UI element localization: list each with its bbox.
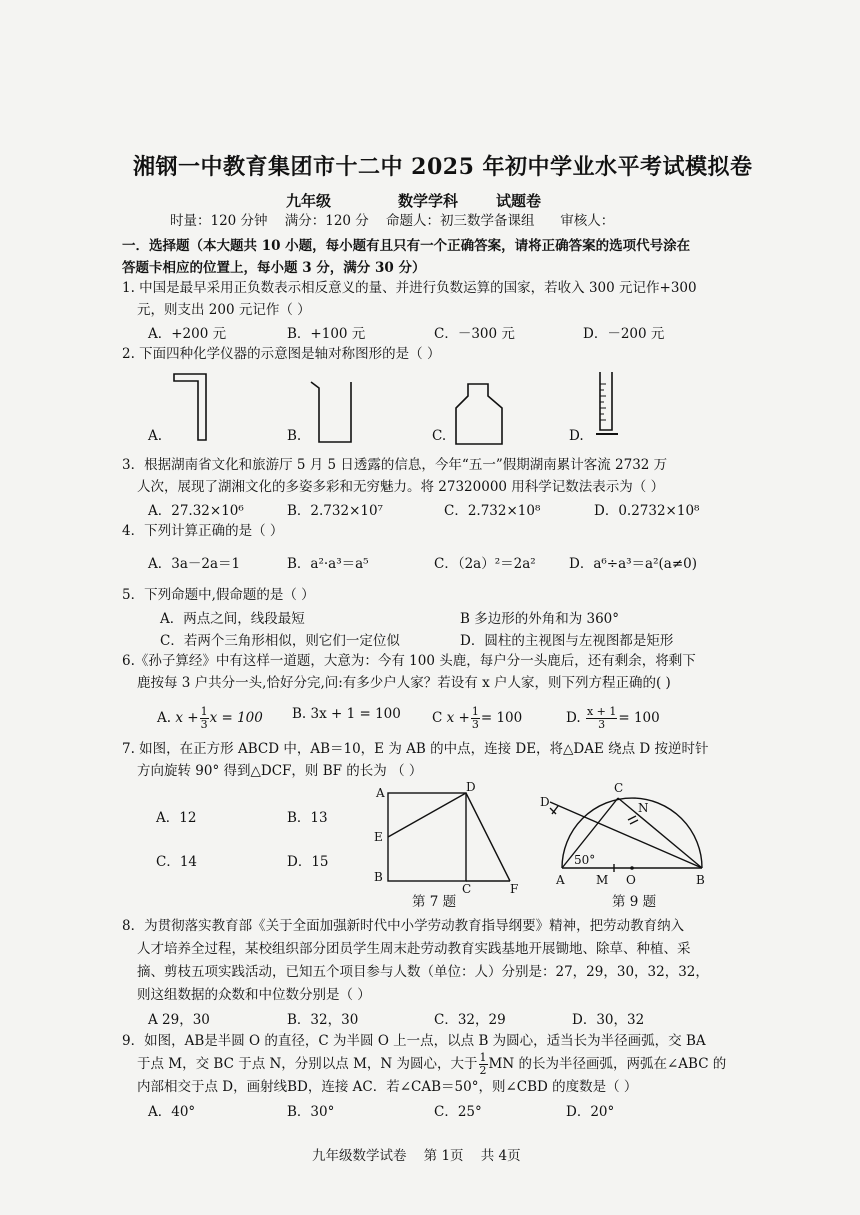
q7-option-c: C．14: [156, 854, 198, 870]
q6-c-part1: x +: [446, 710, 470, 726]
q2-label-c: C.: [432, 428, 447, 444]
q2-figure-a-bent-tube: [160, 370, 220, 450]
q6-option-c: [432, 706, 522, 731]
q2-figure-d-graduated-cylinder: [592, 368, 632, 448]
q6-a-part1: x +: [175, 710, 199, 726]
exam-info: 时量：120 分钟 满分：120 分 命题人：初三数学备课组 审核人：: [170, 213, 615, 229]
q2-label-b: B.: [287, 428, 302, 444]
q4-option-c: C．（2a）²＝2a²: [434, 556, 536, 572]
fig9-label-a: A: [556, 873, 565, 887]
q6-stem-line2: 鹿按每 3 户共分一头,恰好分完,问:有多少户人家？若设有 x 户人家，则下列方程正确的( ): [137, 675, 671, 691]
q6-d-part2: = 100: [618, 710, 660, 726]
fig7-label-b: B: [374, 870, 383, 884]
q6-b-expr: 3x + 1 = 100: [310, 706, 401, 722]
q2-label-a: A.: [148, 428, 163, 444]
fig9-label-o: O: [626, 873, 636, 887]
q7-option-a: A．12: [156, 810, 197, 826]
q6-c-den: 3: [471, 718, 479, 731]
q6-stem-line1: 6.《孙子算经》中有这样一道题，大意为：今有 100 头鹿，每户分一头鹿后，还有剩余，将剩下: [122, 653, 696, 669]
q8-option-b: B．32，30: [287, 1012, 359, 1028]
q7-stem-line1: 7. 如图，在正方形 ABCD 中，AB＝10，E 为 AB 的中点，连接 DE，将△DAE 绕点 D 按逆时针: [122, 741, 709, 757]
q3-option-a: A．27.32×10⁶: [148, 503, 244, 519]
q7-figure-caption: 第 7 题: [412, 894, 457, 910]
q8-stem-line4: 则这组数据的众数和中位数分别是（ ）: [137, 987, 371, 1003]
paper-label: 试题卷: [496, 192, 542, 210]
q9-figure-semicircle: [536, 780, 716, 890]
q6-c-num: 1: [471, 705, 479, 718]
q6-label-c: C: [432, 710, 443, 726]
q8-stem-line1: 8．为贯彻落实教育部《关于全面加强新时代中小学劳动教育指导纲要》精神，把劳动教育纳入: [122, 918, 685, 934]
q6-option-d: [566, 706, 660, 731]
q7-stem-line2: 方向旋转 90° 得到△DCF，则 BF 的长为 （ ）: [137, 763, 423, 779]
q6-c-fraction: [471, 706, 480, 731]
q6-label-a: A.: [157, 710, 172, 726]
q5-option-c: C．若两个三角形相似，则它们一定位似: [160, 633, 400, 649]
q6-c-part2: = 100: [480, 710, 523, 726]
q9-line2-part2: MN 的长为半径画弧，两弧在∠ABC 的: [488, 1056, 727, 1072]
fig7-label-f: F: [510, 882, 519, 896]
q6-d-den: 3: [598, 718, 606, 731]
q2-figure-c-bottle: [450, 380, 510, 450]
q8-stem-line3: 摘、剪枝五项实践活动，已知五个项目参与人数（单位：人）分别是：27，29，30，32，32，: [137, 964, 709, 980]
q6-a-num: 1: [200, 705, 208, 718]
subject-label: 数学学科: [398, 192, 459, 210]
q9-option-d: D．20°: [566, 1104, 615, 1120]
q3-stem-line2: 人次，展现了湖湘文化的多姿多彩和无穷魅力。将 27320000 用科学记数法表示为（ ）: [137, 479, 665, 495]
fig9-label-d: D: [540, 795, 550, 809]
q6-a-fraction: [200, 706, 209, 731]
fig7-label-d: D: [466, 780, 476, 794]
q9-stem-line2: [137, 1052, 726, 1077]
q7-option-b: B．13: [287, 810, 328, 826]
q8-option-d: D．30，32: [572, 1012, 645, 1028]
page-footer: 九年级数学试卷 第 1页 共 4页: [312, 1148, 521, 1164]
q9-stem-line1: 9．如图，AB是半圆 O 的直径，C 为半圆 O 上一点，以点 B 为圆心，适当长为半径画弧，交 BA: [122, 1033, 706, 1049]
section1-heading-line1: 一．选择题（本大题共 10 小题，每小题有且只有一个正确答案，请将正确答案的选项代号涂在: [122, 238, 691, 254]
fig7-label-c: C: [462, 882, 472, 896]
q6-d-num: x + 1: [586, 705, 617, 718]
q6-option-a: [157, 706, 263, 731]
q8-option-a: A 29，30: [148, 1012, 210, 1028]
fig9-label-n: N: [638, 801, 649, 815]
q1-stem-line2: 元，则支出 200 元记作（ ）: [137, 302, 311, 318]
q4-stem: 4．下列计算正确的是（ ）: [122, 523, 284, 539]
q6-option-b: [292, 706, 401, 722]
fig9-label-m: M: [596, 873, 609, 887]
q8-option-c: C．32，29: [434, 1012, 506, 1028]
q1-option-a: A．+200 元: [148, 326, 227, 342]
q9-frac-num: 1: [479, 1051, 487, 1064]
q8-stem-line2: 人才培养全过程，某校组织部分团员学生周末赴劳动教育实践基地开展锄地、除草、种植、采: [137, 941, 691, 957]
section1-heading-line2: 答题卡相应的位置上，每小题 3 分，满分 30 分）: [122, 260, 426, 276]
q4-option-d: D．a⁶÷a³＝a²(a≠0): [569, 556, 697, 572]
q6-d-fraction: [586, 706, 617, 731]
fig9-label-b: B: [696, 873, 705, 887]
q5-option-a: A．两点之间，线段最短: [160, 611, 305, 627]
q1-option-d: D．－200 元: [583, 326, 665, 342]
q9-option-c: C．25°: [434, 1104, 482, 1120]
grade-label: 九年级: [286, 192, 332, 210]
q3-option-b: B．2.732×10⁷: [287, 503, 383, 519]
q4-option-a: A．3a－2a＝1: [148, 556, 241, 572]
q9-stem-line3: 内部相交于点 D，画射线BD，连接 AC．若∠CAB＝50°，则∠CBD 的度数是（ ）: [137, 1079, 638, 1095]
q3-stem-line1: 3．根据湖南省文化和旅游厅 5 月 5 日透露的信息，今年“五一”假期湖南累计客流 2732 万: [122, 457, 668, 473]
q5-option-d: D．圆柱的主视图与左视图都是矩形: [460, 633, 674, 649]
q9-figure-caption: 第 9 题: [612, 894, 657, 910]
q2-label-d: D.: [569, 428, 584, 444]
q6-a-part2: x = 100: [209, 710, 263, 726]
q1-option-c: C．－300 元: [434, 326, 515, 342]
q4-option-b: B．a²·a³＝a⁵: [287, 556, 369, 572]
q9-option-b: B．30°: [287, 1104, 335, 1120]
q5-option-b: B 多边形的外角和为 360°: [460, 611, 620, 627]
q6-label-b: B.: [292, 706, 307, 722]
q7-option-d: D．15: [287, 854, 329, 870]
q7-figure-square: [368, 780, 528, 896]
q9-line2-part1: 于点 M，交 BC 于点 N，分别以点 M，N 为圆心，大于: [137, 1056, 478, 1072]
exam-title: 湘钢一中教育集团市十二中 2025 年初中学业水平考试模拟卷: [133, 154, 753, 180]
q6-label-d: D.: [566, 710, 581, 726]
q5-stem: 5．下列命题中,假命题的是（ ）: [122, 587, 315, 603]
fig7-label-e: E: [374, 830, 383, 844]
fig9-angle-label: 50°: [574, 853, 596, 867]
q6-a-den: 3: [200, 718, 208, 731]
q3-option-c: C．2.732×10⁸: [444, 503, 541, 519]
q1-stem-line1: 1. 中国是最早采用正负数表示相反意义的量、并进行负数运算的国家，若收入 300 元记作+300: [122, 280, 697, 296]
q9-fraction: [479, 1052, 488, 1077]
q2-stem: 2. 下面四种化学仪器的示意图是轴对称图形的是（ ）: [122, 346, 441, 362]
q9-frac-den: 2: [479, 1064, 487, 1077]
q1-option-b: B．+100 元: [287, 326, 366, 342]
fig9-label-c: C: [614, 781, 624, 795]
q9-option-a: A．40°: [148, 1104, 196, 1120]
q3-option-d: D．0.2732×10⁸: [594, 503, 700, 519]
fig7-label-a: A: [376, 786, 385, 800]
q2-figure-b-beaker: [305, 378, 365, 448]
